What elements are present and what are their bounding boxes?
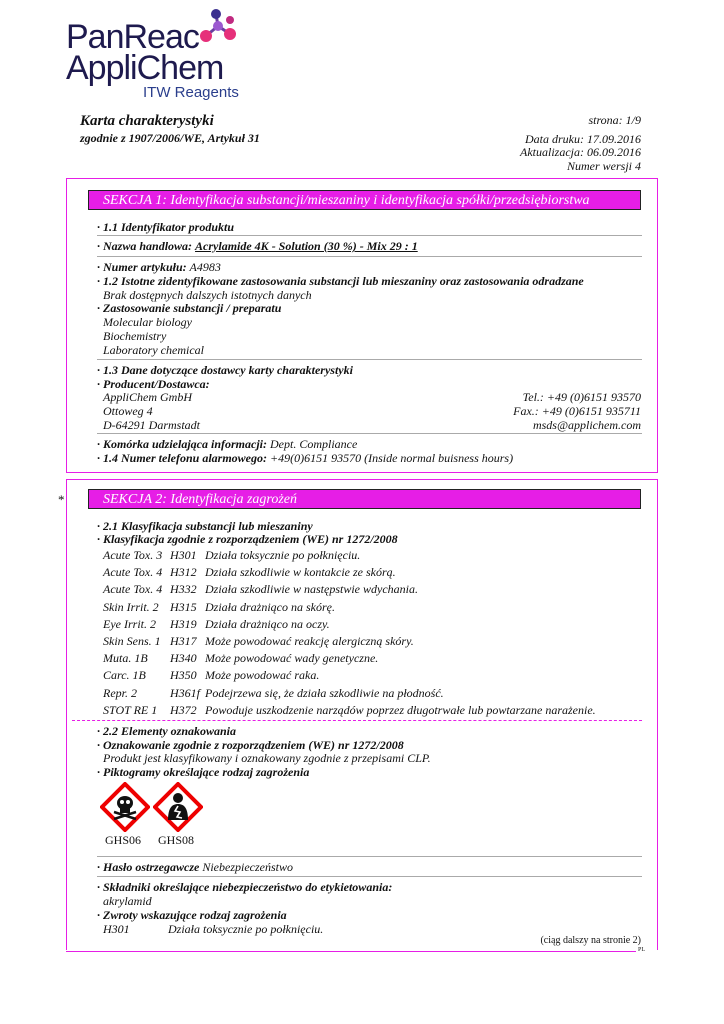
divider <box>97 876 642 877</box>
continued-note: (ciąg dalszy na stronie 2) <box>540 935 641 946</box>
footer-rule <box>66 951 636 952</box>
hazard-code: H315 <box>170 599 197 614</box>
s11-heading: · 1.1 Identyfikator produktu <box>97 220 235 234</box>
email-link[interactable]: msds@applichem.com <box>532 418 641 432</box>
phrase-code: H301 <box>103 922 130 936</box>
hazard-class: Acute Tox. 3 <box>103 548 163 562</box>
hazard-code: H350 <box>170 668 197 683</box>
usage-item: Biochemistry <box>103 329 167 343</box>
divider <box>97 856 642 857</box>
pictogram-label: · Piktogramy określające rodzaj zagrożenia <box>97 765 310 779</box>
phrases-label: · Zwroty wskazujące rodzaj zagrożenia <box>97 908 287 922</box>
signal-word-value: Niebezpieczeństwo <box>202 860 293 874</box>
print-date: Data druku: 17.09.2016 <box>525 132 641 146</box>
hazard-class: Muta. 1B <box>103 651 148 666</box>
hazard-class: Acute Tox. 4 <box>103 565 163 580</box>
s21-heading: · 2.1 Klasyfikacja substancji lub mieszaniny <box>97 519 313 533</box>
s22-heading: · 2.2 Elementy oznakowania <box>97 724 237 738</box>
hazard-text: Może powodować raka. <box>205 668 320 683</box>
emergency-label: · 1.4 Numer telefonu alarmowego: <box>97 451 267 465</box>
divider <box>97 235 642 236</box>
trade-name-value: Acrylamide 4K - Solution (30 %) - Mix 29 : 1 <box>195 239 418 253</box>
hazard-code: H317 <box>170 634 197 648</box>
usage-label: · Zastosowanie substancji / preparatu <box>97 301 282 315</box>
hazard-code: H312 <box>170 565 197 580</box>
divider <box>97 256 642 257</box>
section2-title: SEKCJA 2: Identyfikacja zagrożeń <box>88 489 641 509</box>
ghs06-label: GHS06 <box>105 833 142 847</box>
ghs06-skull-icon <box>100 782 150 832</box>
divider <box>97 359 642 360</box>
city: D-64291 Darmstadt <box>103 418 201 432</box>
hazard-text: Działa toksycznie po połknięciu. <box>205 548 361 562</box>
info-row <box>97 437 357 452</box>
phrase-text: Działa toksycznie po połknięciu. <box>168 922 324 936</box>
hazard-class: Eye Irrit. 2 <box>103 616 156 631</box>
ghs08-health-hazard-icon <box>153 782 203 832</box>
version-number: Numer wersji 4 <box>566 159 641 173</box>
hazard-class: Repr. 2 <box>103 685 137 700</box>
info-value: Dept. Compliance <box>270 437 358 451</box>
hazard-text: Może powodować reakcję alergiczną skóry. <box>205 634 414 648</box>
emergency-row <box>97 451 513 466</box>
ghs08-label: GHS08 <box>158 833 195 847</box>
signal-word-row <box>97 860 293 875</box>
component-name: akrylamid <box>103 894 152 908</box>
hazard-code: H319 <box>170 616 197 631</box>
phone: Tel.: +49 (0)6151 93570 <box>522 390 641 404</box>
usage-item: Molecular biology <box>103 315 192 329</box>
trade-name-label: · Nazwa handlowa: <box>97 239 193 253</box>
update-date: Aktualizacja: 06.09.2016 <box>520 145 641 159</box>
s12-text: Brak dostępnych dalszych istotnych danych <box>103 288 312 302</box>
producer-label: · Producent/Dostawca: <box>97 377 210 391</box>
s22-regulation: · Oznakowanie zgodnie z rozporządzeniem (WE) nr 1272/2008 <box>97 738 404 752</box>
s13-heading: · 1.3 Dane dotyczące dostawcy karty charakterystyki <box>97 363 353 377</box>
hazard-code: H361f <box>170 685 200 700</box>
s21-regulation: · Klasyfikacja zgodnie z rozporządzeniem (WE) nr 1272/2008 <box>97 532 398 546</box>
hazard-code: H301 <box>170 548 197 562</box>
emergency-value: +49(0)6151 93570 (Inside normal buisness hours) <box>270 451 514 465</box>
company-name: AppliChem GmbH <box>103 390 192 404</box>
s12-heading: · 1.2 Istotne zidentyfikowane zastosowania substancji lub mieszaniny oraz zastosowania odradzane <box>97 274 584 288</box>
language-code: PL <box>638 947 646 953</box>
components-label: · Składniki określające niebezpieczeństwo do etykietowania: <box>97 880 393 894</box>
article-label: · Numer artykułu: <box>97 260 187 274</box>
document-subtitle: zgodnie z 1907/2006/WE, Artykuł 31 <box>80 131 260 145</box>
trade-name-row <box>97 239 418 254</box>
hazard-class: Carc. 1B <box>103 668 146 683</box>
logo-line2: AppliChem <box>66 49 224 87</box>
divider <box>97 433 642 434</box>
hazard-text: Działa szkodliwie w następstwie wdychania. <box>205 582 418 597</box>
hazard-class: Skin Sens. 1 <box>103 634 161 648</box>
hazard-code: H332 <box>170 582 197 597</box>
logo-line3: ITW Reagents <box>143 84 239 101</box>
hazard-text: Podejrzewa się, że działa szkodliwie na płodność. <box>205 685 444 700</box>
hazard-text: Działa drażniąco na skórę. <box>205 599 335 614</box>
usage-item: Laboratory chemical <box>103 343 204 357</box>
hazard-text: Działa drażniąco na oczy. <box>205 616 330 631</box>
hazard-class: Acute Tox. 4 <box>103 582 163 597</box>
change-marker: * <box>58 492 65 507</box>
page-number: strona: 1/9 <box>588 113 641 127</box>
section1-title: SEKCJA 1: Identyfikacja substancji/mieszaniny i identyfikacja spółki/przedsiębiorstwa <box>88 190 641 210</box>
hazard-text: Powoduje uszkodzenie narządów poprzez długotrwałe lub powtarzane narażenie. <box>205 702 596 717</box>
logo-molecule-icon <box>194 8 240 54</box>
fax: Fax.: +49 (0)6151 935711 <box>513 404 641 418</box>
hazard-text: Działa szkodliwie w kontakcie ze skórą. <box>205 565 396 580</box>
street: Ottoweg 4 <box>103 404 153 418</box>
hazard-text: Może powodować wady genetyczne. <box>205 651 379 666</box>
article-row <box>97 260 221 275</box>
hazard-class: STOT RE 1 <box>103 702 158 717</box>
document-title: Karta charakterystyki <box>80 113 214 129</box>
hazard-class: Skin Irrit. 2 <box>103 599 159 614</box>
logo <box>66 20 246 102</box>
dashed-divider <box>72 720 642 721</box>
article-value: A4983 <box>189 260 221 274</box>
logo-line1: PanReac <box>66 18 199 56</box>
s22-text: Produkt jest klasyfikowany i oznakowany zgodnie z przepisami CLP. <box>103 751 431 765</box>
hazard-code: H340 <box>170 651 197 666</box>
hazard-code: H372 <box>170 702 197 717</box>
info-label: · Komórka udzielająca informacji: <box>97 437 268 451</box>
signal-word-label: · Hasło ostrzegawcze <box>97 860 200 874</box>
